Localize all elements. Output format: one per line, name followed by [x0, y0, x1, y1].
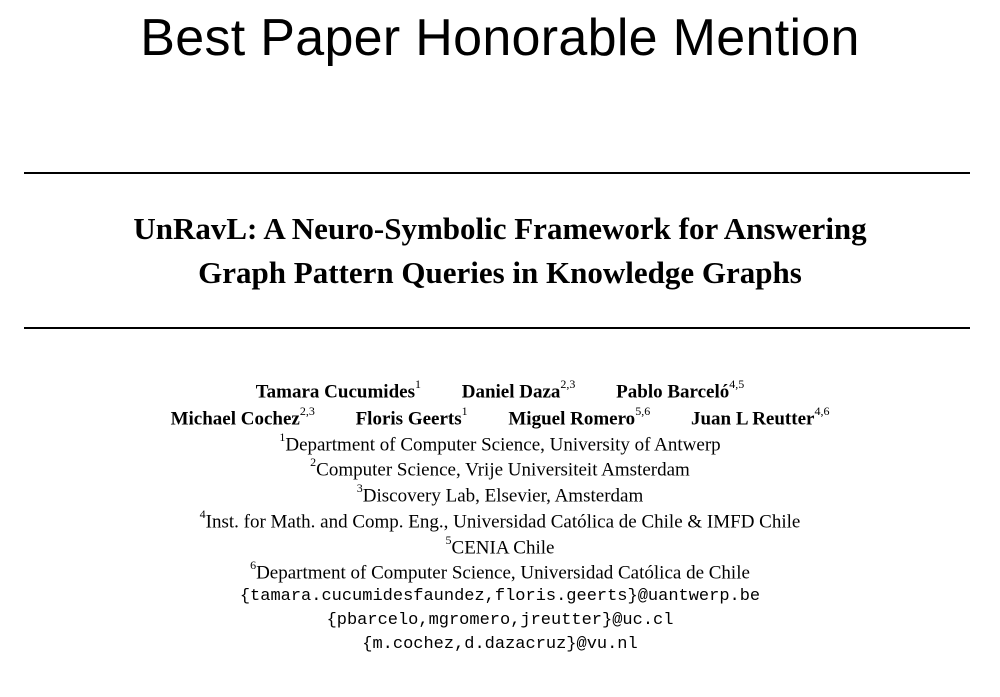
author-name: Michael Cochez [170, 408, 300, 430]
affiliation-text: Computer Science, Vrije Universiteit Amsterdam [316, 459, 690, 481]
author [171, 406, 315, 430]
affiliation-text: Discovery Lab, Elsevier, Amsterdam [362, 485, 644, 507]
author-affil-mark: 1 [461, 404, 468, 418]
affiliation [0, 560, 1000, 584]
author [508, 406, 650, 430]
top-rule [24, 172, 970, 174]
author [256, 379, 421, 403]
affiliation-number: 4 [199, 507, 206, 521]
award-banner: Best Paper Honorable Mention [140, 9, 860, 67]
author [691, 406, 830, 430]
affiliation [0, 432, 1000, 456]
bottom-rule [24, 327, 970, 329]
author-row-1 [0, 379, 1000, 403]
email-line: {pbarcelo,mgromero,jreutter}@uc.cl [326, 611, 674, 630]
author-affil-mark: 1 [414, 377, 421, 391]
affiliation-number: 6 [250, 558, 257, 572]
author-name: Juan L Reutter [690, 408, 815, 430]
author [616, 379, 744, 403]
affiliation-number: 3 [356, 481, 363, 495]
affiliation-text: Department of Computer Science, University of Antwerp [285, 434, 721, 456]
email-line: {m.cochez,d.dazacruz}@vu.nl [362, 635, 638, 654]
author-name: Floris Geerts [355, 408, 462, 430]
affiliation-number: 1 [279, 430, 286, 444]
affiliation [0, 483, 1000, 507]
author [462, 379, 576, 403]
author-affil-mark: 4,6 [814, 404, 830, 418]
affiliation [0, 509, 1000, 533]
author-name: Pablo Barceló [616, 381, 730, 403]
paper-title-line-2: Graph Pattern Queries in Knowledge Graphs [198, 255, 802, 290]
author-affil-mark: 2,3 [299, 404, 315, 418]
affiliation-text: Inst. for Math. and Comp. Eng., Universidad Católica de Chile & IMFD Chile [205, 511, 801, 533]
affiliation-number: 5 [445, 533, 452, 547]
affiliation-text: CENIA Chile [451, 537, 555, 559]
paper-title-line-1: UnRavL: A Neuro-Symbolic Framework for Answering [133, 211, 867, 246]
email-line: {tamara.cucumidesfaundez,floris.geerts}@uantwerp.be [239, 587, 761, 606]
author-affil-mark: 2,3 [560, 377, 576, 391]
author-name: Tamara Cucumides [255, 381, 415, 403]
author-affil-mark: 4,5 [729, 377, 745, 391]
author [356, 406, 468, 430]
author-row-2 [0, 406, 1000, 430]
author-name: Daniel Daza [461, 381, 561, 403]
affiliation [0, 457, 1000, 481]
affiliation-number: 2 [310, 455, 317, 469]
author-name: Miguel Romero [508, 408, 636, 430]
affiliation [0, 535, 1000, 559]
author-affil-mark: 5,6 [635, 404, 651, 418]
affiliation-text: Department of Computer Science, Universidad Católica de Chile [256, 562, 750, 584]
